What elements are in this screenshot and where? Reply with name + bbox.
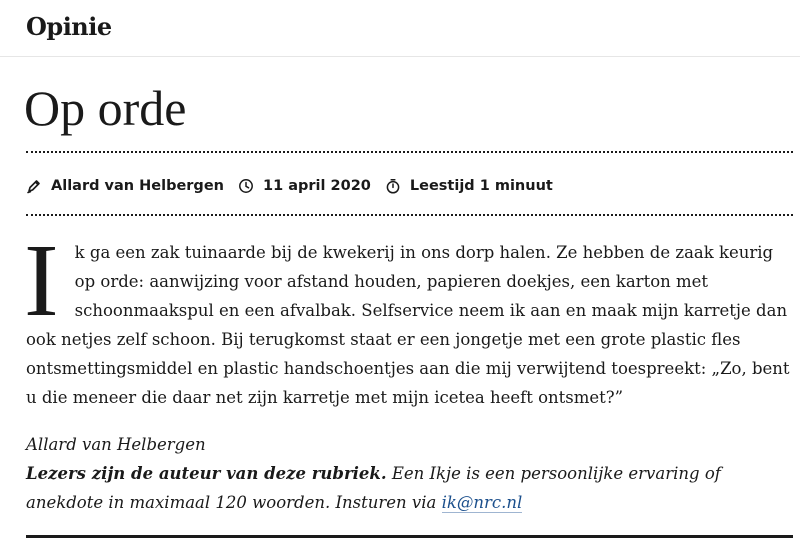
- rubric-lead-bold: Lezers zijn de auteur van deze rubriek.: [26, 464, 387, 483]
- rubric-lead-text: Een Ikje is een persoonlijke ervaring of anekdote in maximaal 120 woorden. Insturen via: [26, 464, 721, 512]
- article-meta: [26, 174, 553, 198]
- meta-date: [238, 178, 371, 194]
- reading-time-text: Leestijd 1 minuut: [409, 178, 553, 194]
- article-body-text: k ga een zak tuinaarde bij de kwekerij in ons dorp halen. Ze hebben de zaak keurig op orde: aanwijzing voor afstand houden, papieren doekjes, een karton met schoonmaakspul en een afvalbak. Selfservice neem ik aan en maak mijn karretje dan ook netjes zelf schoon. Bij terugkomst staat er een jongetje met een grote plastic fles ontsmettingsmiddel en plastic handschoentjes aan die mij verwijtend toespreekt: „Zo, bent u die meneer die daar net zijn karretje met mijn icetea heeft ontsmet?”: [26, 243, 790, 407]
- bottom-rule: [26, 535, 793, 538]
- article-headline: Op orde: [24, 80, 187, 136]
- date-text: 11 april 2020: [262, 178, 371, 194]
- stopwatch-icon: [385, 178, 401, 194]
- dotted-divider-top: [26, 151, 793, 153]
- section-title-link[interactable]: Opinie: [26, 12, 112, 41]
- meta-reading-time: [385, 178, 553, 194]
- dropcap-letter: I: [24, 223, 59, 338]
- email-link[interactable]: ik@nrc.nl: [441, 493, 523, 512]
- pen-icon: [26, 178, 42, 194]
- meta-author: [26, 178, 224, 194]
- author-link[interactable]: Allard van Helbergen: [51, 178, 224, 194]
- dotted-divider-bottom: [26, 214, 793, 216]
- section-header: [0, 0, 800, 57]
- article-footer-note: [26, 430, 792, 517]
- rubric-note: [26, 459, 792, 517]
- clock-icon: [238, 178, 254, 194]
- signature-name: Allard van Helbergen: [26, 435, 206, 454]
- article-body: [24, 223, 792, 412]
